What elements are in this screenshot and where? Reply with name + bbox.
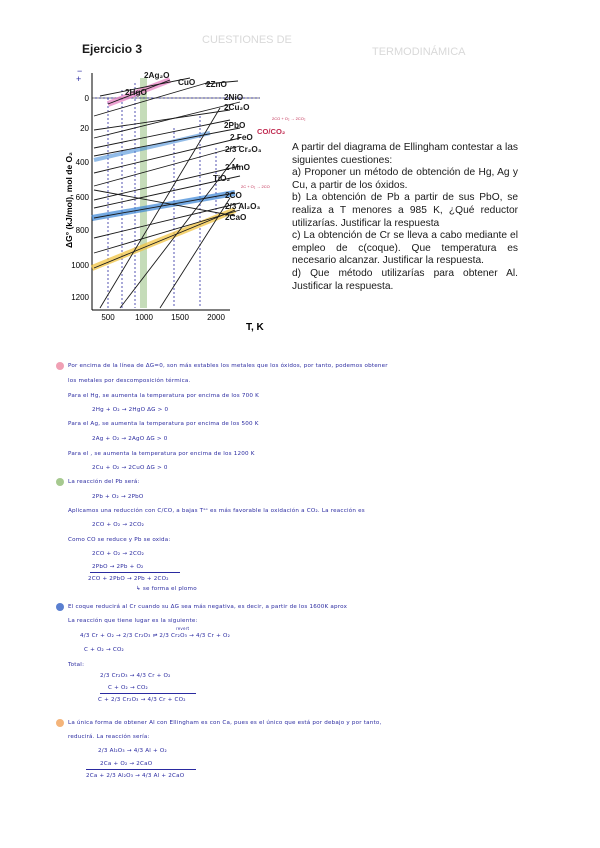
answer-c-equation: 2/3 Cr₂O₃ → 4/3 Cr + O₂ <box>100 673 171 679</box>
answer-a-line: Para el , se aumenta la temperatura por encima de los 1200 K <box>68 451 255 457</box>
annotation: 2CO + O₂ → 2CO₂ <box>272 116 306 121</box>
x-tick: 1000 <box>135 313 153 322</box>
x-tick: 500 <box>101 313 115 322</box>
species-label: 2NiO <box>224 93 244 102</box>
answer-a-equation: 2Hg + O₂ → 2HgO ΔG > 0 <box>92 407 169 413</box>
answer-b-line: Aplicamos una reducción con C/CO, a bajas Tᵃˢ es más favorable la oxidación a CO₂. La reacción es <box>68 508 365 514</box>
species-label: 2Ag₂O <box>144 71 170 80</box>
question-b: b) La obtención de Pb a partir de sus PbO, se realiza a T menores a 985 K, ¿Qué reductor utilizarías. Justificar la respuesta <box>292 192 518 229</box>
answer-c-equation: C + O₂ → CO₂ <box>108 685 148 691</box>
answer-c-line: El coque reducirá al Cr cuando su ΔG sea más negativa, es decir, a partir de los 1600K aprox <box>68 604 348 610</box>
y-tick: 1200 <box>71 293 89 302</box>
y-tick: 600 <box>75 193 89 202</box>
minus-sign: − <box>77 66 83 76</box>
species-label: 2HgO <box>125 88 147 97</box>
species-label: 2 MnO <box>225 163 251 172</box>
answer-b-equation: 2Pb + O₂ → 2PbO <box>92 494 144 500</box>
answer-c-equation: 4/3 Cr + O₂ → 2/3 Cr₂O₃ ⇌ 2/3 Cr₂O₃ → 4/3 Cr + O₂ <box>80 633 231 639</box>
species-label: 2Cu₂O <box>224 103 250 112</box>
annotation: 2C + O₂ → 2CO <box>241 184 270 189</box>
answer-c-equation: C + O₂ → CO₂ <box>84 647 124 653</box>
answer-d-line: reducirá. La reacción sería: <box>68 734 150 740</box>
answer-a-equation: 2Ag + O₂ → 2AgO ΔG > 0 <box>92 436 168 442</box>
bullet-d <box>56 719 64 727</box>
answer-b-equation: 2CO + O₂ → 2CO₂ <box>92 522 145 528</box>
y-axis-label: ΔG° (kJ/mol), mol de O₂ <box>64 152 74 248</box>
faint-header-left: CUESTIONES DE <box>202 34 292 46</box>
ellingham-diagram <box>60 38 306 338</box>
answer-b-line: Como CO se reduce y Pb se oxida: <box>68 537 171 543</box>
bullet-b <box>56 478 64 486</box>
y-tick: 800 <box>75 226 89 235</box>
answer-a-line: Para el Ag, se aumenta la temperatura por encima de los 500 K <box>68 421 259 427</box>
y-tick: 20 <box>80 124 89 133</box>
answer-c-line: La reacción que tiene lugar es la siguiente: <box>68 618 198 624</box>
species-label: 2CO <box>225 191 242 200</box>
exercise-title: Ejercicio 3 <box>82 42 143 56</box>
answer-d-line: La única forma de obtener Al con Ellingham es con Ca, pues es el único que está por debajo y por tanto, <box>68 720 382 726</box>
y-tick: 400 <box>75 158 89 167</box>
question-intro: A partir del diagrama de Ellingham contestar a las siguientes cuestiones: <box>292 142 518 166</box>
answer-a-line: Por encima de la línea de ΔG=0, son más estables los metales que los óxidos, por tanto, podemos obtener <box>68 363 388 369</box>
x-tick: 1500 <box>171 313 189 322</box>
x-tick: 2000 <box>207 313 225 322</box>
species-label: 2 FeO <box>230 133 253 142</box>
species-label: CuO <box>178 78 196 87</box>
answer-b-equation: 2CO + O₂ → 2CO₂ <box>92 551 145 557</box>
species-label: 2/3 Al₂O₃ <box>225 202 261 211</box>
questions-block <box>292 142 518 293</box>
answer-c-line: Total: <box>68 662 85 668</box>
answer-c-note: revert <box>176 626 190 631</box>
species-label: TiO₂ <box>213 174 231 183</box>
answer-b-equation: 2PbO → 2Pb + O₂ <box>92 564 144 570</box>
answer-b-equation: 2CO + 2PbO → 2Pb + 2CO₂ <box>88 576 169 582</box>
faint-header-right: TERMODINÁMICA <box>372 46 466 58</box>
answer-d-equation: 2/3 Al₂O₃ → 4/3 Al + O₂ <box>98 748 167 754</box>
species-label: 2PbO <box>224 121 246 130</box>
y-tick: 0 <box>84 94 89 103</box>
answer-d-equation: 2Ca + O₂ → 2CaO <box>100 761 153 767</box>
answer-c-equation: C + 2/3 Cr₂O₃ → 4/3 Cr + CO₂ <box>98 697 186 703</box>
bullet-a <box>56 362 64 370</box>
species-label: 2ZnO <box>206 80 227 89</box>
species-label: CO/CO₂ <box>257 127 286 136</box>
answer-a-equation: 2Cu + O₂ → 2CuO ΔG > 0 <box>92 465 168 471</box>
plus-sign: + <box>76 74 82 84</box>
sum-rule <box>100 693 196 694</box>
answer-b-note: ↳ se forma el plomo <box>136 586 197 592</box>
answer-b-line: La reacción del Pb será: <box>68 479 140 485</box>
answer-a-line: los metales por descomposición térmica. <box>68 378 191 384</box>
x-axis-label: T, K <box>246 322 264 333</box>
sum-rule <box>86 769 196 770</box>
answer-d-equation: 2Ca + 2/3 Al₂O₃ → 4/3 Al + 2CaO <box>86 773 185 779</box>
answer-a-line: Para el Hg, se aumenta la temperatura por encima de los 700 K <box>68 393 259 399</box>
bullet-c <box>56 603 64 611</box>
question-a: a) Proponer un método de obtención de Hg, Ag y Cu, a partir de los óxidos. <box>292 167 518 191</box>
question-d: d) Que método utilizarías para obtener Al. Justificar la respuesta. <box>292 267 518 292</box>
species-label: 2CaO <box>225 213 247 222</box>
species-label: 2/3 Cr₂O₃ <box>225 145 262 154</box>
sum-rule <box>90 572 180 573</box>
question-c: c) La obtención de Cr se lleva a cabo mediante el empleo de c(coque). Que temperatura es necesario alcanzar. Justificar la respuesta. <box>292 230 518 267</box>
y-tick: 1000 <box>71 261 89 270</box>
